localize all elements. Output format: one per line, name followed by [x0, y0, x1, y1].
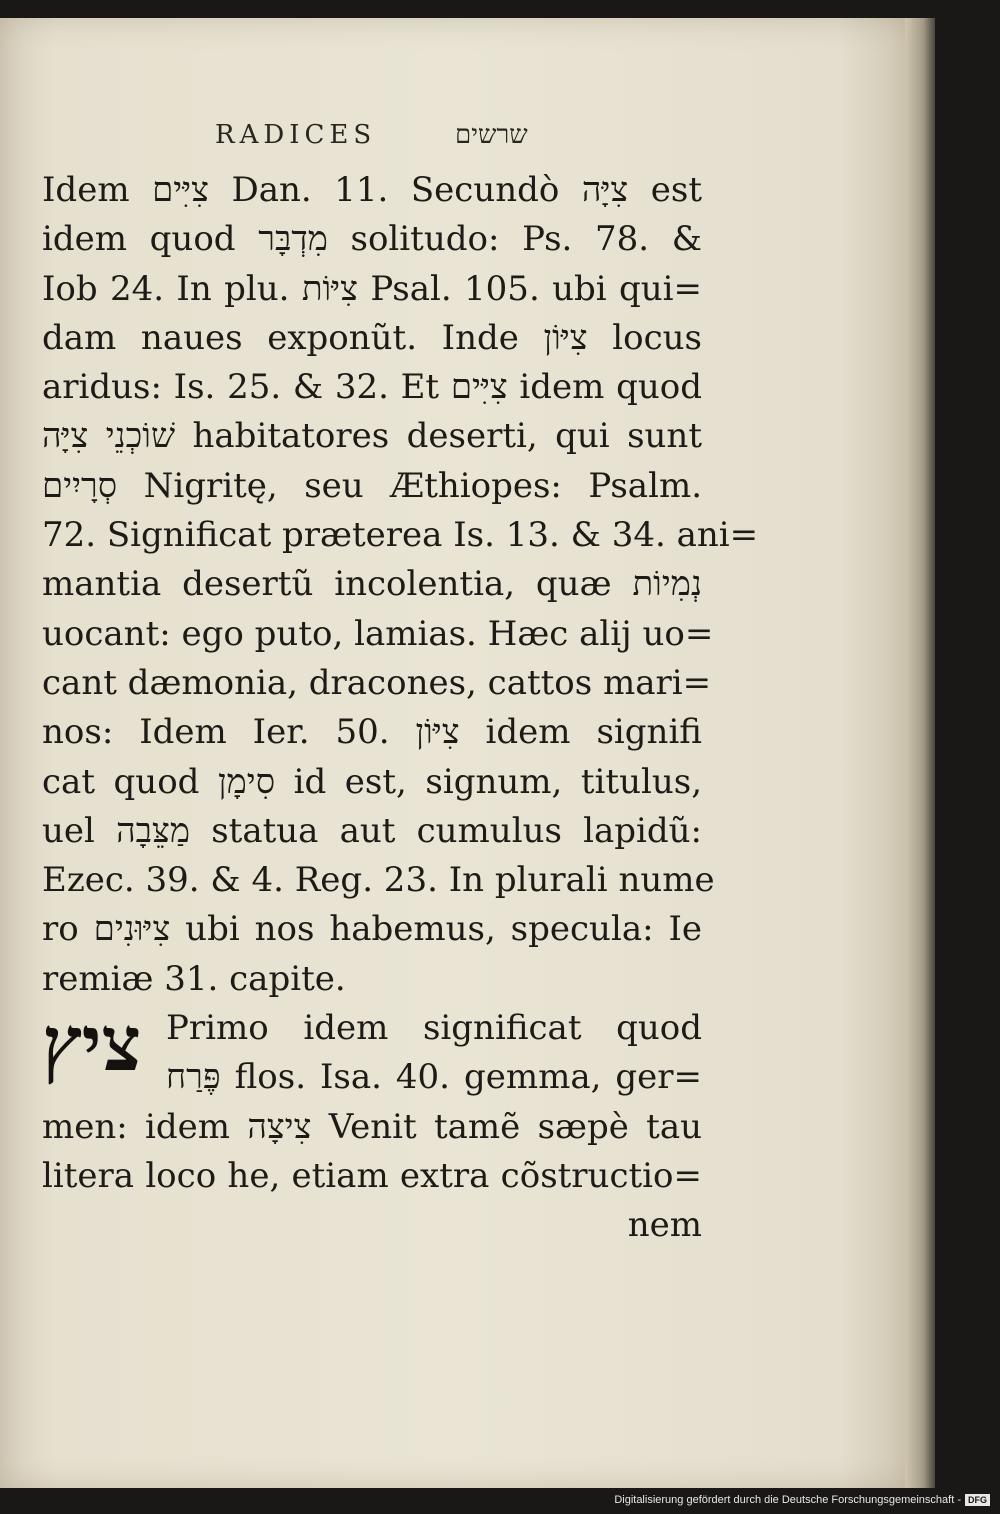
text-line: nos: Idem Ier. 50. צִיּוֹן idem signifi	[42, 712, 702, 753]
text-line: סְרָיִים Nigritę, seu Æthiopes: Psalm.	[42, 465, 702, 506]
page-edge	[905, 18, 935, 1488]
text-line: dam naues exponũt. Inde צִיּוֹן locus	[42, 317, 702, 358]
text-line: uel מַצֵּבָה statua aut cumulus lapidũ:	[42, 810, 702, 851]
digitization-credit	[614, 1492, 990, 1508]
text-line: פֶּרַח flos. Isa. 40. gemma, ger=	[166, 1057, 702, 1098]
credit-text: Digitalisierung gefördert durch die Deutsche Forschungsgemeinschaft -	[614, 1494, 961, 1506]
dfg-logo: DFG	[965, 1494, 990, 1506]
text-line: 72. Significat prӕterea Is. 13. & 34. ani=	[42, 515, 759, 556]
text-line: Primo idem significat quod	[166, 1008, 702, 1049]
text-line: uocant: ego puto, lamias. Hӕc alij uo=	[42, 613, 714, 654]
body-text	[42, 166, 759, 1251]
header-hebrew: שרשים	[455, 120, 528, 150]
text-line: cat quod סִימָן id est, signum, titulus,	[42, 761, 702, 802]
text-line: ro צִיּוּנִים ubi nos habemus, specula: Ie	[42, 909, 703, 950]
running-header	[215, 120, 555, 160]
catchword: nem	[627, 1205, 702, 1246]
text-line: men: idem צִיצָה Venit tamẽ sӕpè tau	[42, 1106, 702, 1147]
hebrew-dropcap: ציץ	[42, 999, 142, 1088]
text-line: aridus: Is. 25. & 32. Et צִיִּים idem quod	[42, 367, 703, 408]
text-line: idem quod מִדְבָּר solitudo: Ps. 78. &	[42, 219, 703, 260]
text-line: Iob 24. In plu. צִיּוֹת Psal. 105. ubi qui=	[42, 268, 703, 309]
text-line: litera loco he, etiam extra cõstructio=	[42, 1155, 702, 1196]
text-line: remiӕ 31. capite.	[42, 958, 346, 999]
text-line: Idem צִיִּים Dan. 11. Secundò צִיָּה est	[42, 170, 702, 210]
text-line: mantia desertũ incolentia, quӕ נְמִיוֹת	[42, 564, 702, 605]
text-line: שׁוֹכְנֵי צִיָּה habitatores deserti, qui sunt	[42, 416, 702, 457]
text-line: cant dӕmonia, dracones, cattos mari=	[42, 662, 712, 703]
text-line: Ezec. 39. & 4. Reg. 23. In plurali nume	[42, 860, 715, 901]
header-latin: RADICES	[215, 120, 377, 150]
